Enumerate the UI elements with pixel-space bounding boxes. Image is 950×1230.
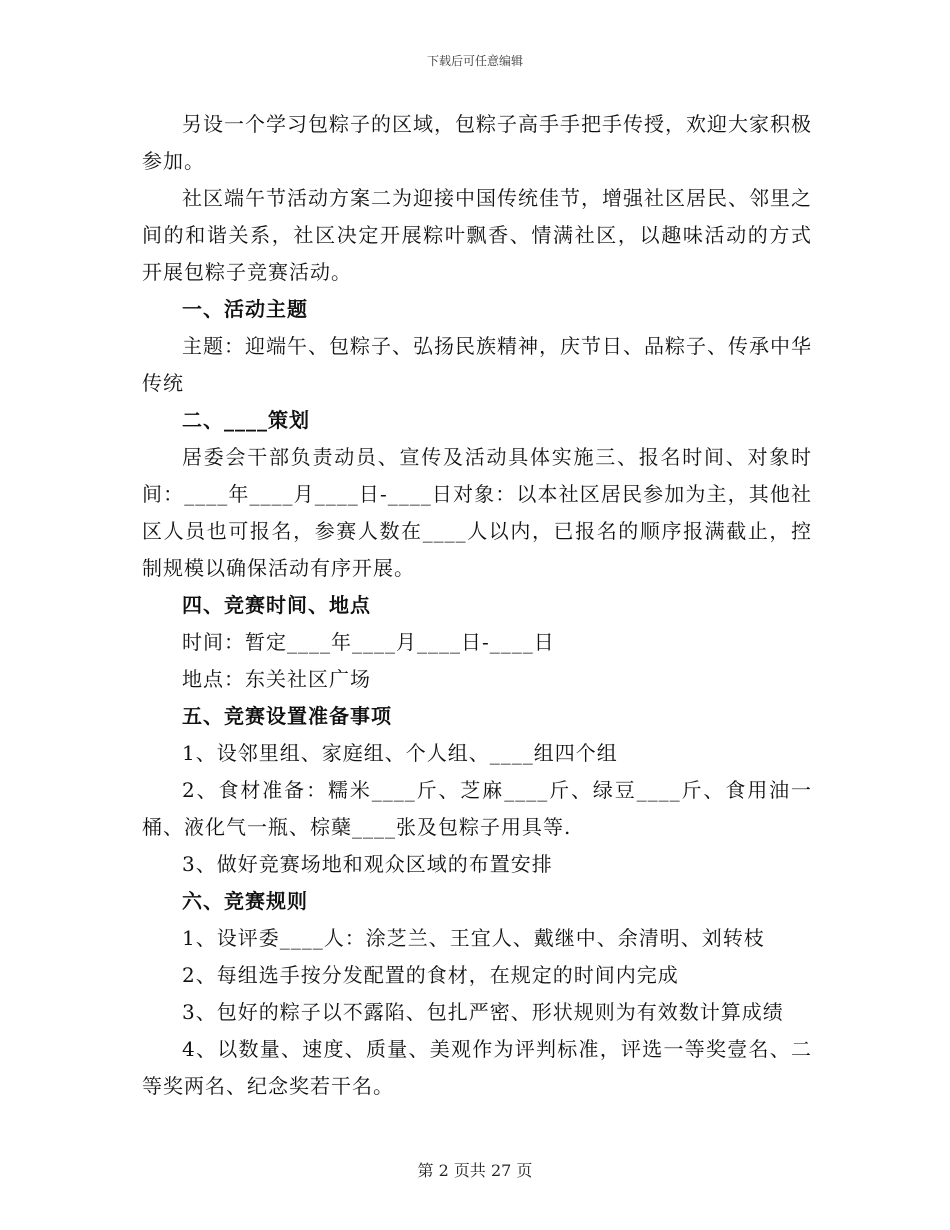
- paragraph: 主题：迎端午、包粽子、弘扬民族精神，庆节日、品粽子、传承中华传统: [142, 334, 812, 395]
- paragraph: 1、设评委____人：涂芝兰、王宜人、戴继中、余清明、刘转枝: [182, 926, 765, 950]
- section-heading: 二、____策划: [182, 408, 310, 432]
- page-footer: 第 2 页共 27 页: [417, 1161, 533, 1180]
- paragraph: 社区端午节活动方案二为迎接中国传统佳节，增强社区居民、邻里之间的和谐关系，社区决定开展粽叶飘香、情满社区，以趣味活动的方式开展包粽子竞赛活动。: [142, 186, 812, 284]
- page-header: 下载后可任意编辑: [426, 54, 523, 68]
- paragraph: 2、每组选手按分发配置的食材，在规定的时间内完成: [182, 963, 679, 987]
- section-heading: 五、竞赛设置准备事项: [182, 704, 392, 728]
- paragraph: 地点：东关社区广场: [182, 667, 371, 691]
- paragraph: 1、设邻里组、家庭组、个人组、____组四个组: [182, 741, 618, 765]
- document-body: [142, 106, 812, 1105]
- paragraph: 2、食材准备：糯米____斤、芝麻____斤、绿豆____斤、食用油一桶、液化气一瓶、棕蘖____张及包粽子用具等.: [142, 778, 812, 839]
- section-heading: 四、竞赛时间、地点: [182, 593, 371, 617]
- paragraph: 另设一个学习包粽子的区域，包粽子高手手把手传授，欢迎大家积极参加。: [142, 112, 812, 173]
- section-heading: 一、活动主题: [182, 297, 308, 321]
- paragraph: 4、以数量、速度、质量、美观作为评判标准，评选一等奖壹名、二等奖两名、纪念奖若干名。: [142, 1037, 812, 1098]
- paragraph: 3、做好竞赛场地和观众区域的布置安排: [182, 852, 553, 876]
- paragraph: 3、包好的粽子以不露陷、包扎严密、形状规则为有效数计算成绩: [182, 1000, 784, 1024]
- paragraph: 时间：暂定____年____月____日-____日: [182, 630, 555, 654]
- section-heading: 六、竞赛规则: [182, 889, 308, 913]
- paragraph: 居委会干部负责动员、宣传及活动具体实施三、报名时间、对象时间：____年____月____日-____日对象：以本社区居民参加为主，其他社区人员也可报名，参赛人数在____人以内，已报名的顺序报满截止，控制规模以确保活动有序开展。: [142, 445, 812, 580]
